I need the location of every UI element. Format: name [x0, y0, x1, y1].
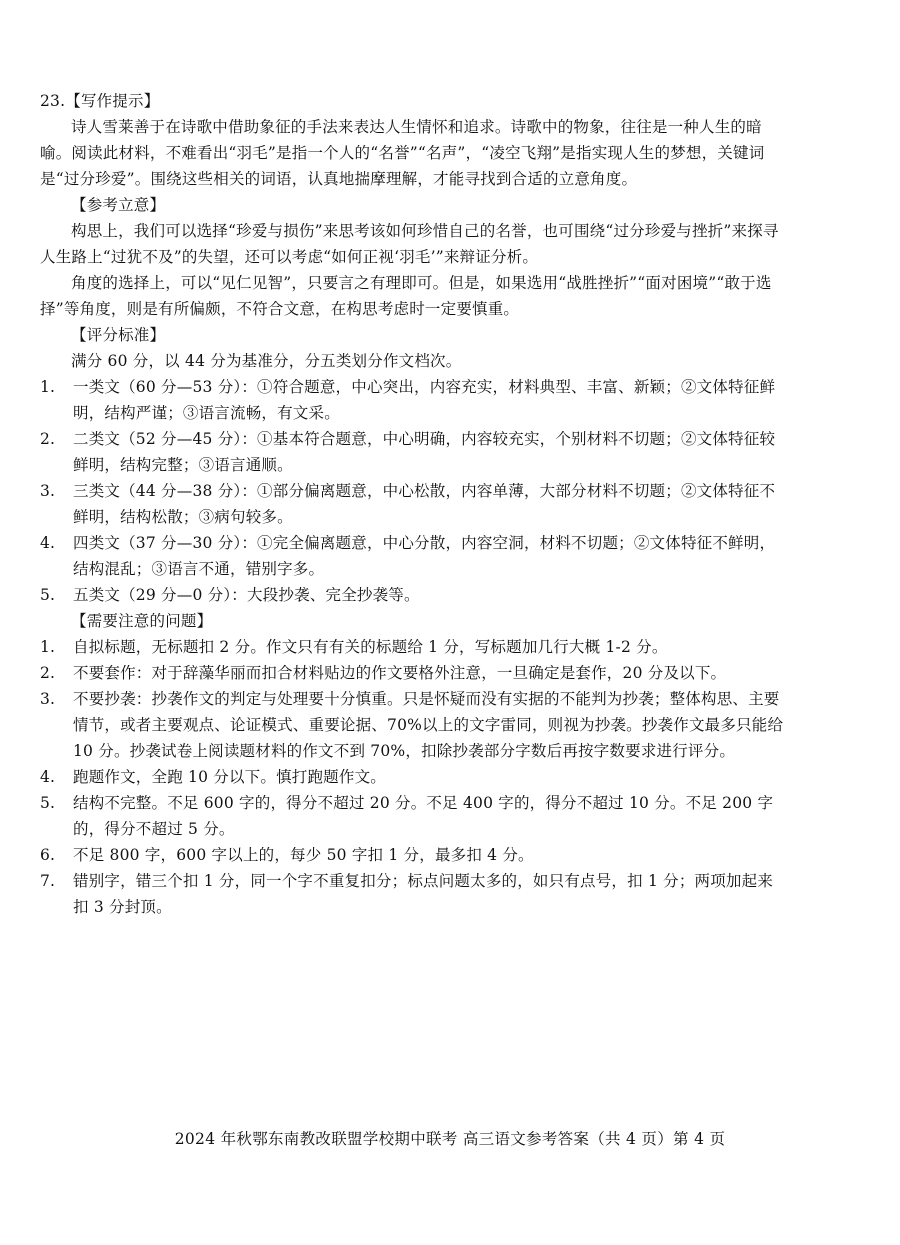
writing-tip-paragraph: 诗人雪莱善于在诗歌中借助象征的手法来表达人生情怀和追求。诗歌中的物象，往往是一种人生的暗喻。阅读此材料，不难看出“羽毛”是指一个人的“名誉”“名声”，“凌空飞翔”是指实现人生的梦想，关键词是“过分珍爱”。围绕这些相关的词语，认真地揣摩理解，才能寻找到合适的立意角度。	[40, 118, 765, 188]
page-footer: 2024 年秋鄂东南教改联盟学校期中联考 高三语文参考答案（共 4 页）第 4 页	[174, 1130, 726, 1148]
scoring-item	[40, 582, 785, 608]
item-text: 错别字，错三个扣 1 分，同一个字不重复扣分；标点问题太多的，如只有点号，扣 1 分；两项加起来扣 3 分封顶。	[73, 872, 774, 916]
scoring-item	[40, 374, 785, 426]
item-number: 2.	[40, 664, 56, 682]
item-text: 自拟标题，无标题扣 2 分。作文只有有关的标题给 1 分，写标题加几行大概 1-2 分。	[73, 638, 668, 656]
item-number: 1.	[40, 378, 56, 396]
item-number: 4.	[40, 768, 56, 786]
item-number: 7.	[40, 872, 56, 890]
scoring-heading: 【评分标准】	[71, 326, 166, 344]
question-heading: 23.【写作提示】	[40, 92, 160, 110]
scoring-item	[40, 530, 785, 582]
reference-paragraph: 角度的选择上，可以“见仁见智”，只要言之有理即可。但是，如果选用“战胜挫折”“面对困境”“敢于选择”等角度，则是有所偏颇，不符合文意，在构思考虑时一定要慎重。	[40, 274, 772, 318]
item-number: 6.	[40, 846, 56, 864]
notes-item	[40, 686, 785, 764]
reference-heading: 【参考立意】	[71, 196, 166, 214]
item-number: 3.	[40, 482, 56, 500]
reference-paragraph: 构思上，我们可以选择“珍爱与损伤”来思考该如何珍惜自己的名誉，也可围绕“过分珍爱与挫折”来探寻人生路上“过犹不及”的失望，还可以考虑“如何正视‘羽毛’”来辩证分析。	[40, 222, 779, 266]
item-number: 3.	[40, 690, 56, 708]
item-text: 结构不完整。不足 600 字的，得分不超过 20 分。不足 400 字的，得分不超过 10 分。不足 200 字的，得分不超过 5 分。	[73, 794, 774, 838]
scoring-item	[40, 478, 785, 530]
item-text: 不要抄袭：抄袭作文的判定与处理要十分慎重。只是怀疑而没有实据的不能判为抄袭；整体构思、主要情节，或者主要观点、论证模式、重要论据、70%以上的文字雷同，则视为抄袭。抄袭作文最多只能给 10 分。抄袭试卷上阅读题材料的作文不到 70%，扣除抄袭部分字数后再按字数要求进行评分。	[73, 690, 784, 760]
notes-item	[40, 790, 785, 842]
item-text: 四类文（37 分—30 分）：①完全偏离题意，中心分散，内容空洞，材料不切题；②文体特征不鲜明，结构混乱；③语言不通，错别字多。	[73, 534, 776, 578]
item-text: 不要套作：对于辞藻华丽而扣合材料贴边的作文要格外注意，一旦确定是套作，20 分及以下。	[73, 664, 727, 682]
item-number: 5.	[40, 586, 56, 604]
item-text: 五类文（29 分—0 分）：大段抄袭、完全抄袭等。	[73, 586, 420, 604]
item-number: 4.	[40, 534, 56, 552]
item-text: 三类文（44 分—38 分）：①部分偏离题意，中心松散，内容单薄，大部分材料不切题；②文体特征不鲜明，结构松散；③病句较多。	[73, 482, 776, 526]
item-text: 不足 800 字，600 字以上的，每少 50 字扣 1 分，最多扣 4 分。	[73, 846, 534, 864]
notes-item	[40, 660, 785, 686]
item-number: 1.	[40, 638, 56, 656]
scoring-item	[40, 426, 785, 478]
notes-item	[40, 842, 785, 868]
item-number: 2.	[40, 430, 56, 448]
scoring-intro: 满分 60 分，以 44 分为基准分，分五类划分作文档次。	[71, 352, 462, 370]
item-text: 二类文（52 分—45 分）：①基本符合题意，中心明确，内容较充实，个别材料不切题；②文体特征较鲜明，结构完整；③语言通顺。	[73, 430, 776, 474]
item-number: 5.	[40, 794, 56, 812]
notes-heading: 【需要注意的问题】	[71, 612, 213, 630]
notes-item	[40, 764, 785, 790]
item-text: 跑题作文，全跑 10 分以下。慎打跑题作文。	[73, 768, 386, 786]
notes-item	[40, 634, 785, 660]
notes-item	[40, 868, 785, 920]
item-text: 一类文（60 分—53 分）：①符合题意，中心突出，内容充实，材料典型、丰富、新颖；②文体特征鲜明，结构严谨；③语言流畅，有文采。	[73, 378, 776, 422]
page-content	[40, 88, 785, 920]
